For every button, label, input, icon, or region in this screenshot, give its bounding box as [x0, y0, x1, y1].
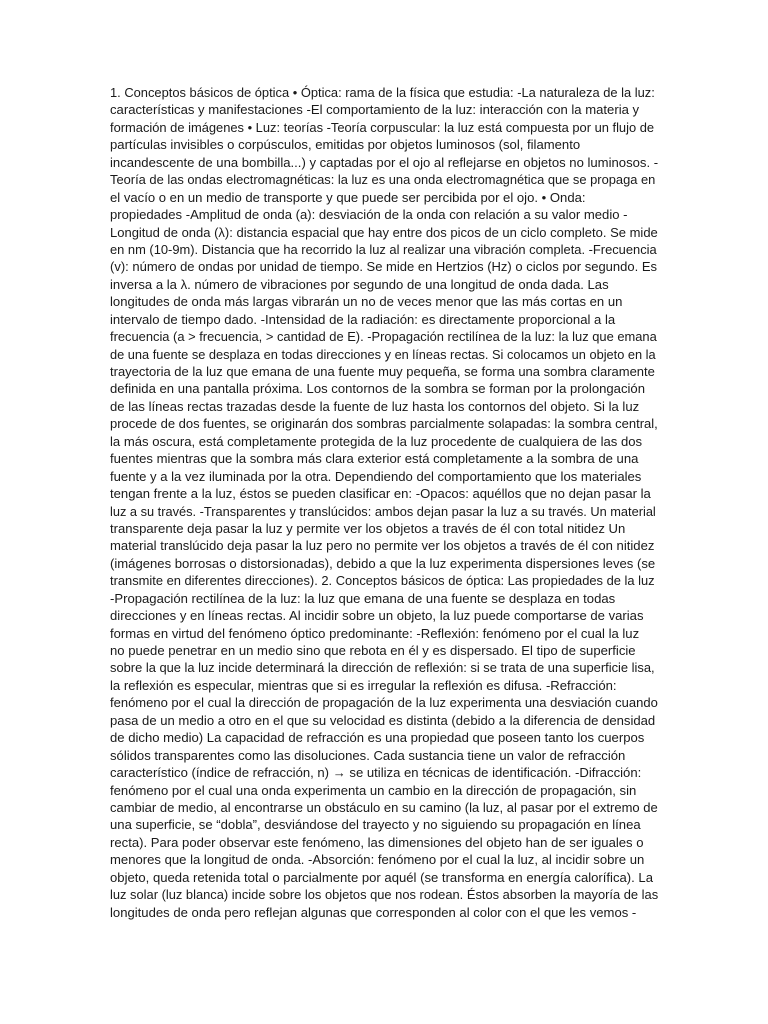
text-line: luz a su través. -Transparentes y translúcidos: ambos dejan pasar la luz a su través. Un material — [110, 503, 656, 519]
text-line: transmite en diferentes direcciones). 2. Conceptos básicos de óptica: Las propiedades de la luz — [110, 573, 655, 589]
text-line: frecuencia (a > frecuencia, > cantidad de E). -Propagación rectilínea de la luz: la luz que emana — [110, 329, 657, 345]
text-line: sólidos transparentes como las disoluciones. Cada sustancia tiene un valor de refracción — [110, 747, 626, 763]
text-line: de las líneas rectas trazadas desde la fuente de luz hasta los contornos del objeto. Si la luz — [110, 398, 640, 414]
text-line: intervalo de tiempo dado. -Intensidad de la radiación: es directamente proporcional a la — [110, 311, 616, 327]
text-line: menores que la longitud de onda. -Absorción: fenómeno por el cual la luz, al incidir sobre un — [110, 852, 645, 868]
text-line: fenómeno por el cual una onda experimenta un cambio en la dirección de propagación, sin — [110, 782, 637, 798]
text-line: 1. Conceptos básicos de óptica • Óptica: rama de la física que estudia: -La naturaleza de la luz: — [110, 85, 655, 100]
text-line: inversa a la λ. número de vibraciones por segundo de una longitud de onda dada. Las — [110, 276, 609, 292]
text-line: sobre la que la luz incide determinará la dirección de reflexión: si se trata de una superficie lisa, — [110, 660, 655, 676]
text-line: incandescente de una bombilla...) y captadas por el ojo al reflejarse en objetos no luminosos. - — [110, 154, 659, 170]
text-line: recta). Para poder observar este fenómeno, las dimensiones del objeto han de ser iguales o — [110, 834, 644, 850]
text-line: de una fuente se desplaza en todas direcciones y en líneas rectas. Si colocamos un objeto en la — [110, 346, 656, 362]
text-line: formas en virtud del fenómeno óptico predominante: -Reflexión: fenómeno por el cual la luz — [110, 625, 640, 641]
text-line: la reflexión es especular, mientras que si es irregular la reflexión es difusa. -Refracción: — [110, 677, 617, 693]
text-line: material translúcido deja pasar la luz pero no permite ver los objetos a través de él con nitidez — [110, 538, 655, 554]
text-line: propiedades -Amplitud de onda (a): desviación de la onda con relación a su valor medio - — [110, 207, 628, 223]
text-line: tengan frente a la luz, éstos se pueden clasificar en: -Opacos: aquéllos que no dejan pasar la — [110, 486, 651, 502]
text-line: partículas invisibles o corpúsculos, emitidas por objetos luminosos (sol, filamento — [110, 137, 581, 153]
text-line: luz solar (luz blanca) incide sobre los objetos que nos rodean. Éstos absorben la mayoría de las — [110, 887, 659, 903]
text-line: cambiar de medio, al encontrarse un obstáculo en su camino (la luz, al pasar por el extremo de — [110, 799, 658, 815]
text-line: no puede penetrar en un medio sino que rebota en él y es dispersado. El tipo de superficie — [110, 643, 636, 658]
text-line: la más oscura, está completamente protegida de la luz procedente de cualquiera de las dos — [110, 433, 643, 449]
text-line: fenómeno por el cual la dirección de propagación de la luz experimenta una desviación cuando — [110, 695, 658, 711]
text-line: objeto, queda retenida total o parcialmente por aquél (se transforma en energía calorífica). La — [110, 869, 653, 885]
document-body — [110, 84, 658, 921]
text-line: (imágenes borrosas o distorsionadas), debido a que la luz experimenta dispersiones leves (se — [110, 555, 656, 571]
text-line: características y manifestaciones -El comportamiento de la luz: interacción con la materia y — [110, 102, 640, 118]
text-line: fuentes mientras que la sombra más clara exterior está completamente a la sombra de una — [110, 451, 639, 467]
text-line: transparente deja pasar la luz y permite ver los objetos a través de él con total nitidez Un — [110, 520, 626, 536]
text-line: -Propagación rectilínea de la luz: la luz que emana de una fuente se desplaza en todas — [110, 590, 616, 606]
text-line: longitudes de onda más largas vibrarán un no de veces menor que las más cortas en un — [110, 294, 623, 310]
text-line: fuente y a la vez iluminada por la otra. Dependiendo del comportamiento que los materiales — [110, 468, 642, 484]
text-line: (v): número de ondas por unidad de tiempo. Se mide en Hertzios (Hz) o ciclos por segundo. Es — [110, 259, 657, 275]
text-line: de dicho medio) La capacidad de refracción es una propiedad que poseen tanto los cuerpos — [110, 730, 645, 746]
text-line: trayectoria de la luz que emana de una fuente muy pequeña, se forma una sombra claramente — [110, 364, 655, 379]
text-line: Teoría de las ondas electromagnéticas: la luz es una onda electromagnética que se propaga en — [110, 172, 656, 188]
text-line: direcciones y en líneas rectas. Al incidir sobre un objeto, la luz puede comportarse de varias — [110, 608, 644, 624]
text-line: el vacío o en un medio de transporte y que puede ser percibida por el ojo. • Onda: — [110, 189, 586, 205]
text-line: definida en una pantalla próxima. Los contornos de la sombra se forman por la prolongación — [110, 381, 645, 397]
text-line: en nm (10-9m). Distancia que ha recorrido la luz al realizar una vibración completa. -Frecuencia — [110, 241, 657, 257]
text-line: característico (índice de refracción, n) → se utiliza en técnicas de identificación. -Difracción: — [110, 765, 642, 781]
text-line: Longitud de onda (λ): distancia espacial que hay entre dos picos de un ciclo completo. Se mide — [110, 224, 658, 240]
text-line: formación de imágenes • Luz: teorías -Teoría corpuscular: la luz está compuesta por un flujo de — [110, 119, 655, 135]
text-line: longitudes de onda pero reflejan algunas que corresponden al color con el que les vemos - — [110, 904, 637, 920]
text-line: procede de dos fuentes, se originarán dos sombras parcialmente solapadas: la sombra central, — [110, 416, 658, 432]
text-line: una superficie, se “dobla”, desviándose del trayecto y no siguiendo su propagación en línea — [110, 817, 641, 833]
text-line: pasa de un medio a otro en el que su velocidad es distinta (debido a la diferencia de densidad — [110, 712, 656, 728]
